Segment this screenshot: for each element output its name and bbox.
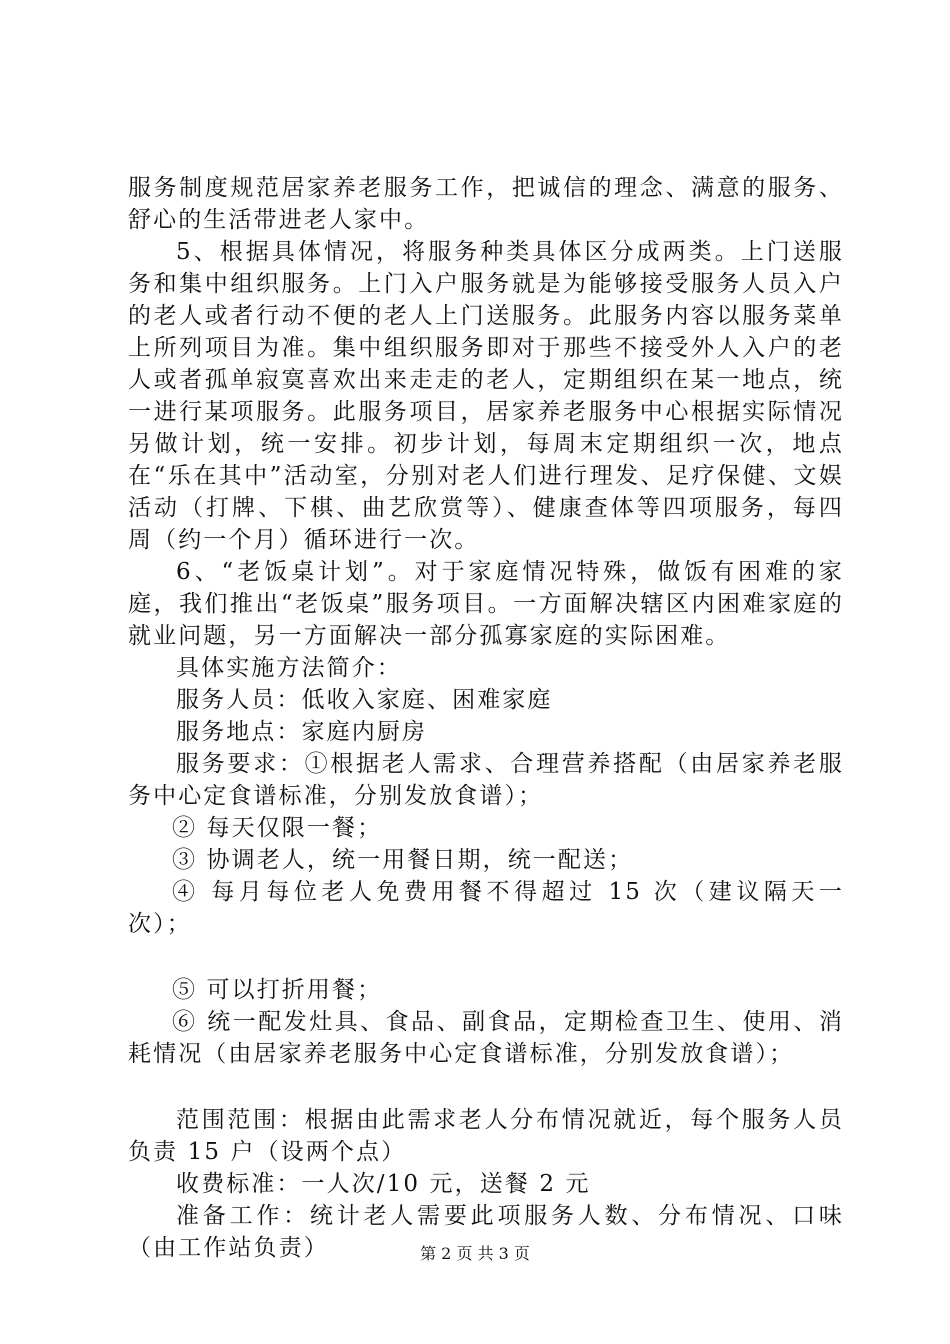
implementation-heading: 具体实施方法简介： <box>176 655 402 681</box>
service-personnel: 服务人员：低收入家庭、困难家庭 <box>176 687 553 713</box>
service-requirements: 服务要求：①根据老人需求、合理营养搭配（由居家养老服务中心定食谱标准，分别发放食谱）； <box>128 751 844 809</box>
document-body <box>128 172 844 1264</box>
service-location: 服务地点：家庭内厨房 <box>176 719 427 745</box>
paragraph-continuation: 服务制度规范居家养老服务工作，把诚信的理念、满意的服务、舒心的生活带进老人家中。 <box>128 175 844 233</box>
paragraph-item-6: 6、“老饭桌计划”。对于家庭情况特殊，做饭有困难的家庭，我们推出“老饭桌”服务项目。一方面解决辖区内困难家庭的就业问题，另一方面解决一部分孤寡家庭的实际困难。 <box>128 559 844 649</box>
requirement-4: ④ 每月每位老人免费用餐不得超过 15 次（建议隔天一次）； <box>128 879 844 937</box>
blank-line <box>128 940 844 974</box>
requirement-6: ⑥ 统一配发灶具、食品、副食品，定期检查卫生、使用、消耗情况（由居家养老服务中心定食谱标准，分别发放食谱）； <box>128 1009 844 1067</box>
preparation-work: 准备工作：统计老人需要此项服务人数、分布情况、口味（由工作站负责） <box>128 1203 844 1261</box>
page-number-footer: 第 2 页 共 3 页 <box>420 1244 530 1263</box>
requirement-2: ② 每天仅限一餐； <box>172 815 383 841</box>
requirement-5: ⑤ 可以打折用餐； <box>172 977 383 1003</box>
requirement-3: ③ 协调老人，统一用餐日期，统一配送； <box>172 847 634 873</box>
blank-line <box>128 1070 844 1104</box>
paragraph-item-5: 5、根据具体情况，将服务种类具体区分成两类。上门送服务和集中组织服务。上门入户服务就是为能够接受服务人员入户的老人或者行动不便的老人上门送服务。此服务内容以服务菜单上所列项目为准。集中组织服务即对于那些不接受外人入户的老人或者孤单寂寞喜欢出来走走的老人，定期组织在某一地点，统一进行某项服务。此服务项目，居家养老服务中心根据实际情况另做计划，统一安排。初步计划，每周末定期组织一次，地点在“乐在其中”活动室，分别对老人们进行理发、足疗保健、文娱活动（打牌、下棋、曲艺欣赏等）、健康查体等四项服务，每四周（约一个月）循环进行一次。 <box>128 239 844 553</box>
service-scope: 范围范围：根据由此需求老人分布情况就近，每个服务人员负责 15 户（设两个点） <box>128 1107 844 1165</box>
fee-standard: 收费标准：一人次/10 元，送餐 2 元 <box>176 1171 591 1197</box>
